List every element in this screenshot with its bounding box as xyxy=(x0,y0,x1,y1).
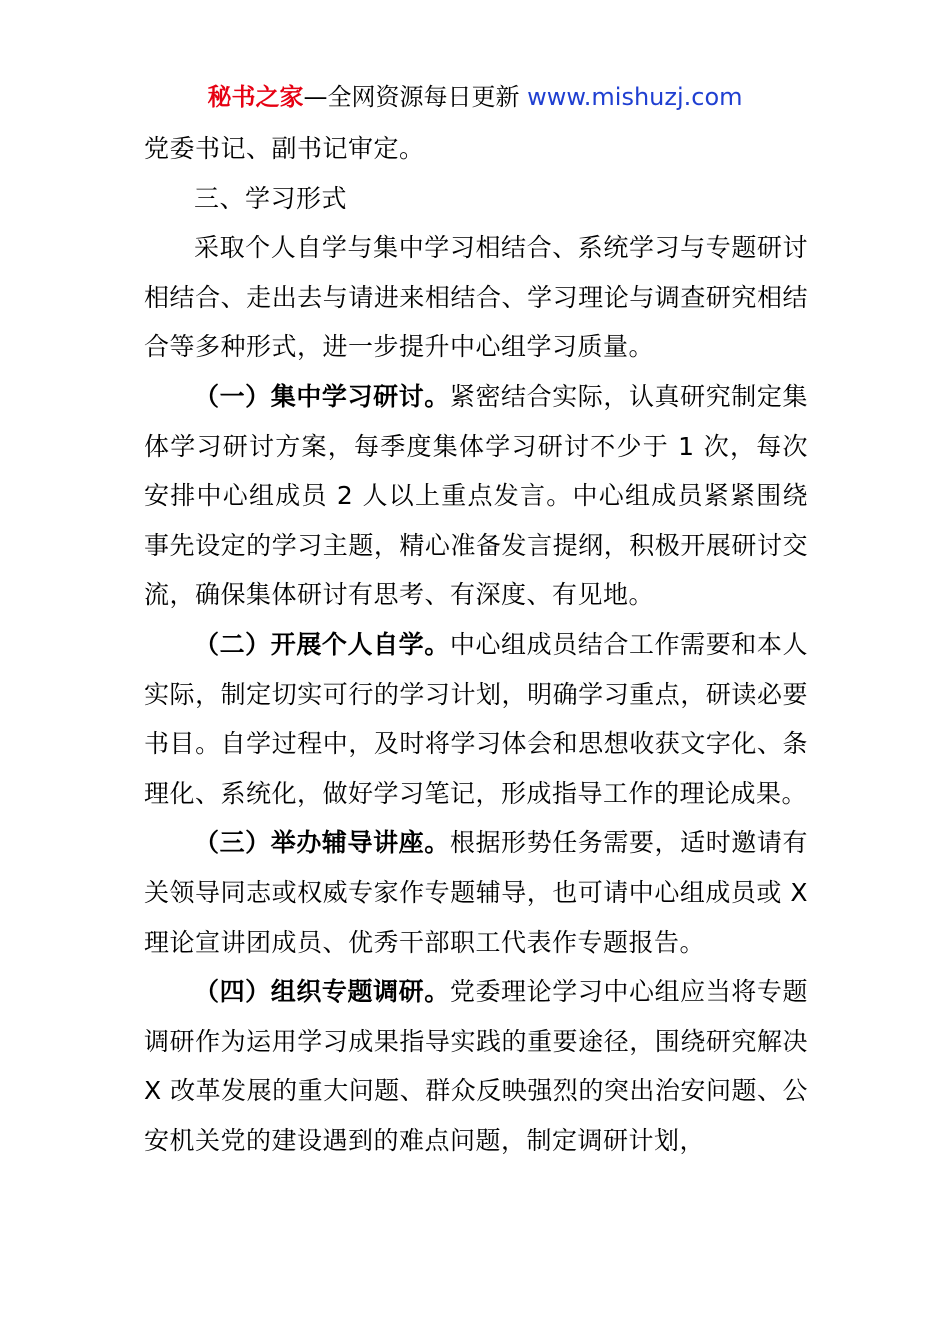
paragraph-text: 根据形势任务需要，适时邀请有关领导同志或权威专家作专题辅导，也可请中心组成员或 X 理论宣讲团成员、优秀干部职工代表作专题报告。 xyxy=(144,828,808,957)
site-header xyxy=(0,80,950,114)
site-url-link[interactable]: www.mishuzj.com xyxy=(527,83,743,111)
document-body xyxy=(144,124,808,1165)
paragraph-text: 采取个人自学与集中学习相结合、系统学习与专题研讨相结合、走出去与请进来相结合、学习理论与调查研究相结合等多种形式，进一步提升中心组学习质量。 xyxy=(144,233,808,362)
paragraph-study-forms-intro xyxy=(144,223,808,372)
section-heading-text: 三、学习形式 xyxy=(194,183,348,213)
subheading-lectures: （三）举办辅导讲座。 xyxy=(194,828,450,858)
paragraph-text: 党委书记、副书记审定。 xyxy=(144,134,425,163)
paragraph-text: 党委理论学习中心组应当将专题调研作为运用学习成果指导实践的重要途径，围绕研究解决 X 改革发展的重大问题、群众反映强烈的突出治安问题、公安机关党的建设遇到的难点问题，制定调研计划， xyxy=(144,977,808,1155)
section-heading-study-forms xyxy=(144,174,808,224)
paragraph-lectures xyxy=(144,818,808,967)
paragraph-approval xyxy=(144,124,808,174)
subheading-collective-study: （一）集中学习研讨。 xyxy=(194,381,450,411)
paragraph-collective-study xyxy=(144,372,808,620)
paragraph-self-study xyxy=(144,620,808,818)
paragraph-research xyxy=(144,967,808,1165)
subheading-self-study: （二）开展个人自学。 xyxy=(194,629,450,659)
brand-name: 秘书之家 xyxy=(207,83,304,111)
header-tagline: —全网资源每日更新 xyxy=(303,83,528,111)
subheading-research: （四）组织专题调研。 xyxy=(194,977,450,1007)
paragraph-text: 紧密结合实际，认真研究制定集体学习研讨方案，每季度集体学习研讨不少于 1 次，每次安排中心组成员 2 人以上重点发言。中心组成员紧紧围绕事先设定的学习主题，精心准备发言提纲，积极开展研讨交流，确保集体研讨有思考、有深度、有见地。 xyxy=(144,381,808,610)
paragraph-text: 中心组成员结合工作需要和本人实际，制定切实可行的学习计划，明确学习重点，研读必要书目。自学过程中，及时将学习体会和思想收获文字化、条理化、系统化，做好学习笔记，形成指导工作的理论成果。 xyxy=(144,629,808,808)
